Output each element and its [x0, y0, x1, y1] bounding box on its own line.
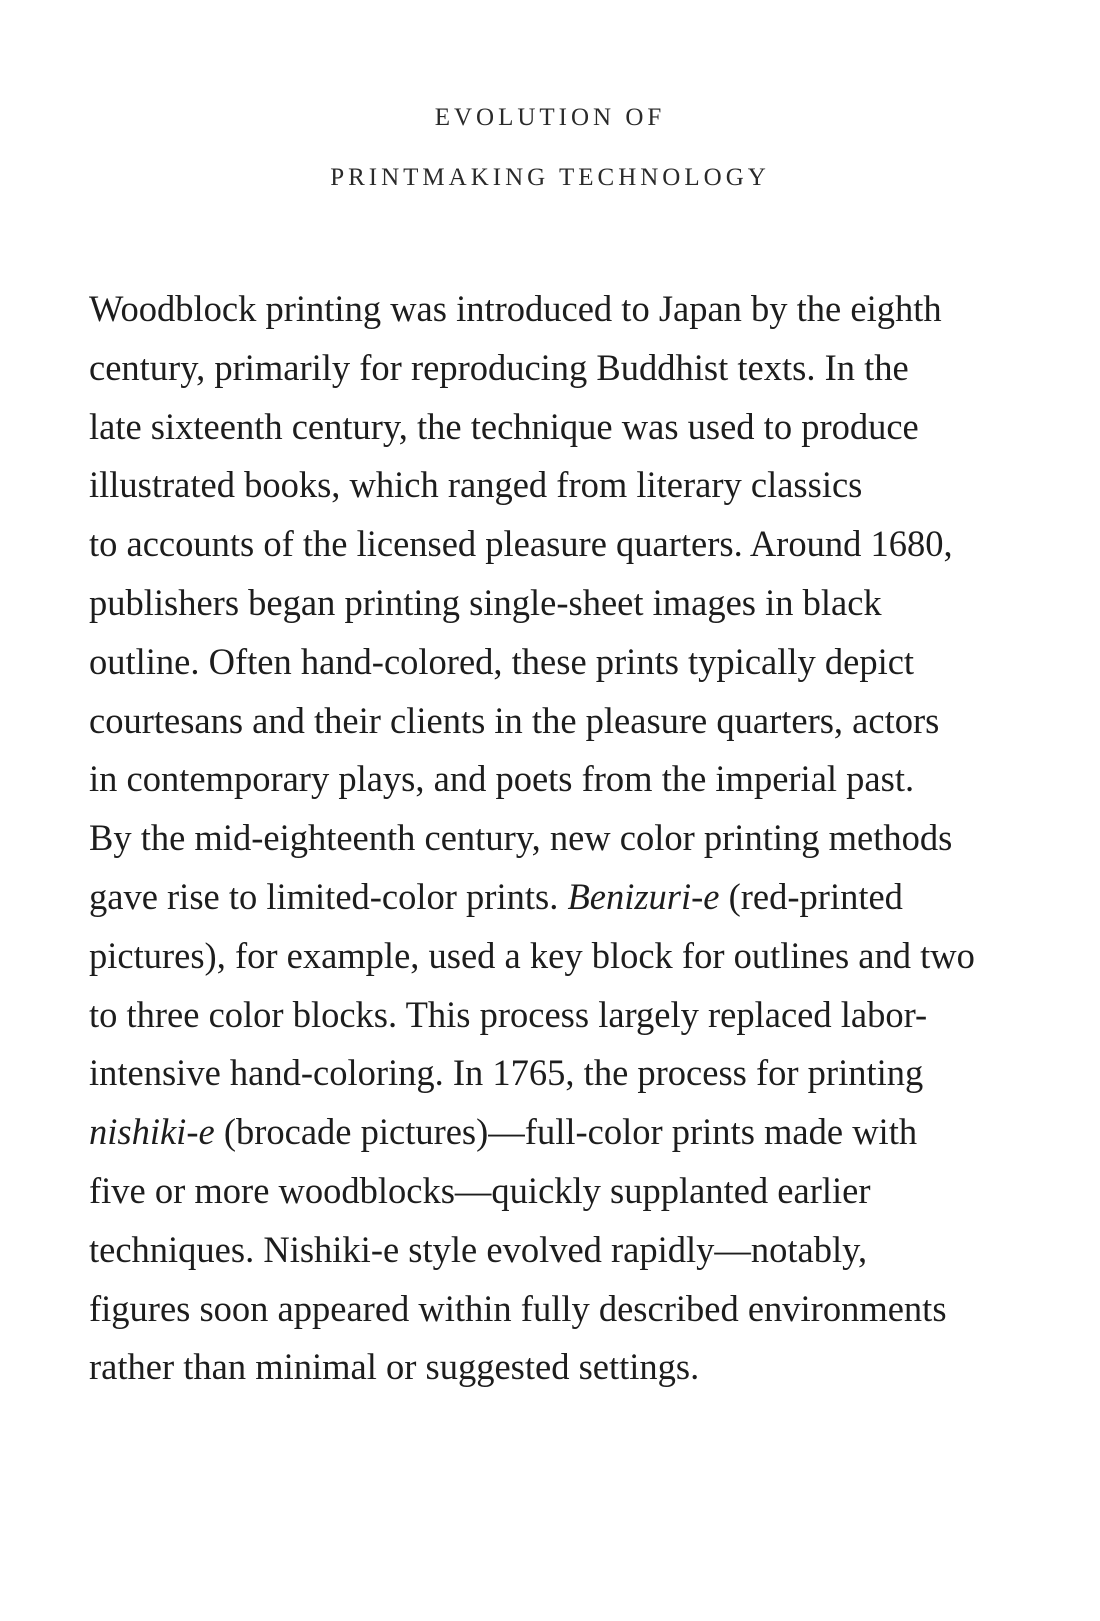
paragraph-line: publishers began printing single-sheet images in black — [89, 581, 882, 623]
title-line-1: EVOLUTION OF — [434, 104, 666, 131]
paragraph-line: to accounts of the licensed pleasure quarters. Around 1680, — [89, 523, 953, 565]
paragraph-line: in contemporary plays, and poets from the imperial past. — [89, 758, 915, 800]
paragraph-line: courtesans and their clients in the pleasure quarters, actors — [89, 699, 940, 741]
paragraph-line — [89, 1103, 1024, 1162]
line-text: gave rise to limited-color prints. — [89, 875, 568, 917]
title-line-2: PRINTMAKING TECHNOLOGY — [330, 164, 770, 191]
paragraph-line: Woodblock printing was introduced to Japan by the eighth — [89, 288, 942, 329]
line-text: (red-printed — [719, 875, 903, 917]
italic-term-benizuri-e: Benizuri-e — [567, 875, 720, 917]
paragraph-line: figures soon appeared within fully described environments — [89, 1287, 947, 1329]
paragraph-line: rather than minimal or suggested settings. — [89, 1346, 700, 1388]
paragraph-line: By the mid-eighteenth century, new color printing methods — [89, 817, 953, 859]
paragraph-line: illustrated books, which ranged from literary classics — [89, 464, 863, 506]
paragraph-line: five or more woodblocks—quickly supplanted earlier — [89, 1169, 871, 1211]
paragraph-line: to three color blocks. This process largely replaced labor- — [89, 993, 928, 1035]
paragraph-line: intensive hand-coloring. In 1765, the process for printing — [89, 1052, 924, 1094]
paragraph-line: pictures), for example, used a key block for outlines and two — [89, 934, 975, 976]
paragraph-line — [89, 868, 1024, 927]
italic-term-nishiki-e: nishiki-e — [89, 1111, 215, 1153]
paragraph-line: outline. Often hand-colored, these prints typically depict — [89, 640, 915, 682]
body-paragraph — [89, 280, 1024, 1397]
line-text: (brocade pictures)—full-color prints made with — [214, 1111, 918, 1153]
paragraph-line: late sixteenth century, the technique was used to produce — [89, 405, 919, 447]
paragraph-line: century, primarily for reproducing Buddhist texts. In the — [89, 346, 909, 388]
page-title — [0, 88, 1100, 208]
paragraph-line: techniques. Nishiki-e style evolved rapidly—notably, — [89, 1228, 868, 1270]
